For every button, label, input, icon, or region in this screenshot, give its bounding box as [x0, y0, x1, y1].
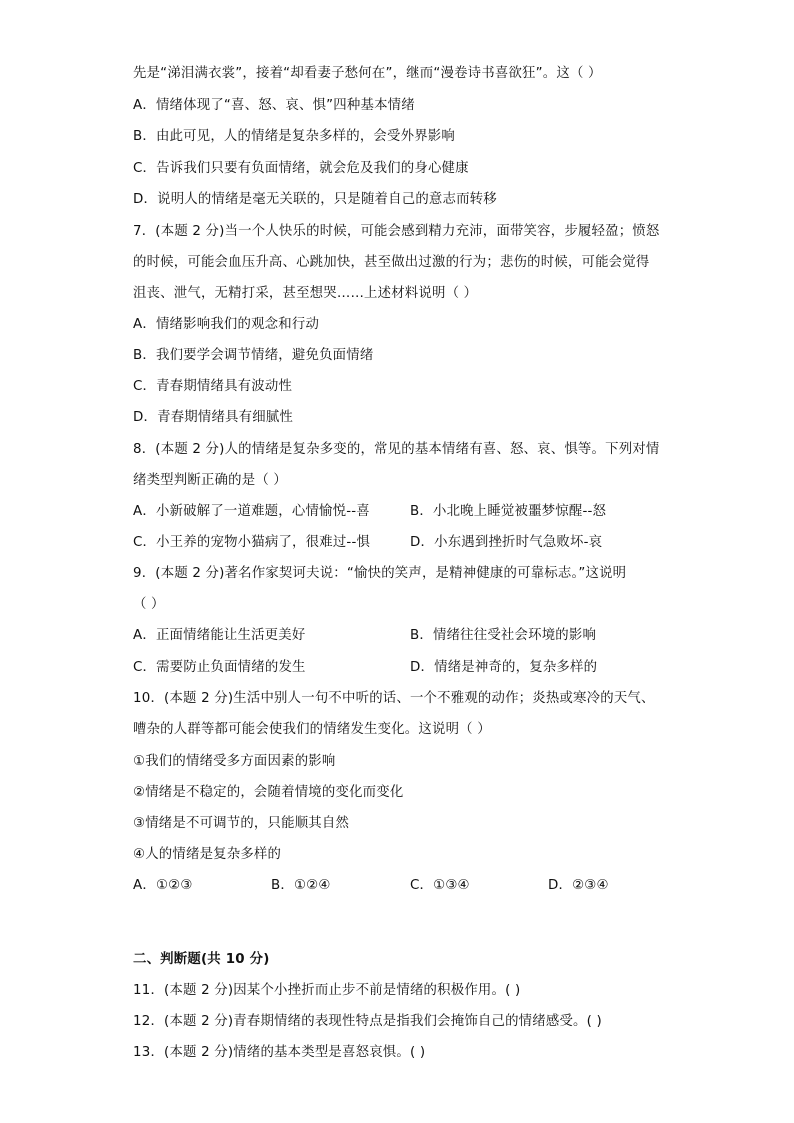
q8-stem-line-2: 绪类型判断正确的是（ ）: [133, 473, 287, 488]
q8-option-c: C．小王养的宠物小猫病了，很难过--惧: [133, 535, 371, 550]
q7-stem-line-2: 的时候，可能会血压升高、心跳加快，甚至做出过激的行为；悲伤的时候，可能会觉得: [133, 255, 650, 270]
q6-option-b: B．由此可见，人的情绪是复杂多样的，会受外界影响: [133, 129, 455, 144]
q10-stem-line-2: 嘈杂的人群等都可能会使我们的情绪发生变化。这说明（ ）: [133, 722, 491, 737]
q8-option-a: A．小新破解了一道难题，心情愉悦--喜: [133, 504, 370, 519]
q6-option-c: C．告诉我们只要有负面情绪，就会危及我们的身心健康: [133, 161, 469, 176]
q9-stem-line-2: （ ）: [133, 597, 165, 612]
q9-option-a: A．正面情绪能让生活更美好: [133, 628, 306, 643]
q7-option-b: B．我们要学会调节情绪，避免负面情绪: [133, 348, 374, 363]
q10-statement-1: ①我们的情绪受多方面因素的影响: [133, 754, 336, 769]
q7-option-d: D．青春期情绪具有细腻性: [133, 410, 294, 425]
q8-stem-line-1: 8．(本题 2 分)人的情绪是复杂多变的，常见的基本情绪有喜、怒、哀、惧等。下列对情: [133, 442, 660, 457]
q10-stem-line-1: 10．(本题 2 分)生活中别人一句不中听的话、一个不雅观的动作；炎热或寒冷的天气、: [133, 691, 655, 706]
q7-stem-line-1: 7．(本题 2 分)当一个人快乐的时候，可能会感到精力充沛，面带笑容，步履轻盈；愤怒: [133, 224, 660, 239]
q6-option-a: A．情绪体现了“喜、怒、哀、惧”四种基本情绪: [133, 98, 415, 113]
judgment-item-12: 12．(本题 2 分)青春期情绪的表现性特点是指我们会掩饰自己的情绪感受。( ): [133, 1014, 602, 1029]
q9-option-c: C．需要防止负面情绪的发生: [133, 660, 306, 675]
q7-stem-line-3: 沮丧、泄气，无精打采，甚至想哭……上述材料说明（ ）: [133, 286, 478, 301]
q6-stem: 先是“涕泪满衣裳”，接着“却看妻子愁何在”，继而“漫卷诗书喜欲狂”。这（ ）: [133, 66, 602, 81]
q8-option-b: B．小北晚上睡觉被噩梦惊醒--怒: [410, 504, 607, 519]
q8-option-d: D．小东遇到挫折时气急败坏-哀: [410, 535, 603, 550]
q9-option-b: B．情绪往往受社会环境的影响: [410, 628, 597, 643]
q7-option-c: C．青春期情绪具有波动性: [133, 379, 293, 394]
q9-stem-line-1: 9．(本题 2 分)著名作家契诃夫说：“愉快的笑声，是精神健康的可靠标志。”这说明: [133, 566, 627, 581]
q10-statement-3: ③情绪是不可调节的，只能顺其自然: [133, 816, 350, 831]
q7-option-a: A．情绪影响我们的观念和行动: [133, 317, 320, 332]
q6-option-d: D．说明人的情绪是毫无关联的，只是随着自己的意志而转移: [133, 192, 497, 207]
q10-option-a: A．①②③: [133, 878, 193, 893]
q10-option-b: B．①②④: [271, 878, 331, 893]
q10-option-c: C．①③④: [410, 878, 470, 893]
judgment-item-13: 13．(本题 2 分)情绪的基本类型是喜怒哀惧。( ): [133, 1045, 426, 1060]
section-title-judgment: 二、判断题(共 10 分): [133, 952, 270, 967]
q10-statement-2: ②情绪是不稳定的，会随着情境的变化而变化: [133, 785, 404, 800]
judgment-item-11: 11．(本题 2 分)因某个小挫折而止步不前是情绪的积极作用。( ): [133, 983, 521, 998]
q10-option-d: D．②③④: [548, 878, 609, 893]
q9-option-d: D．情绪是神奇的，复杂多样的: [410, 660, 598, 675]
q10-statement-4: ④人的情绪是复杂多样的: [133, 847, 282, 862]
